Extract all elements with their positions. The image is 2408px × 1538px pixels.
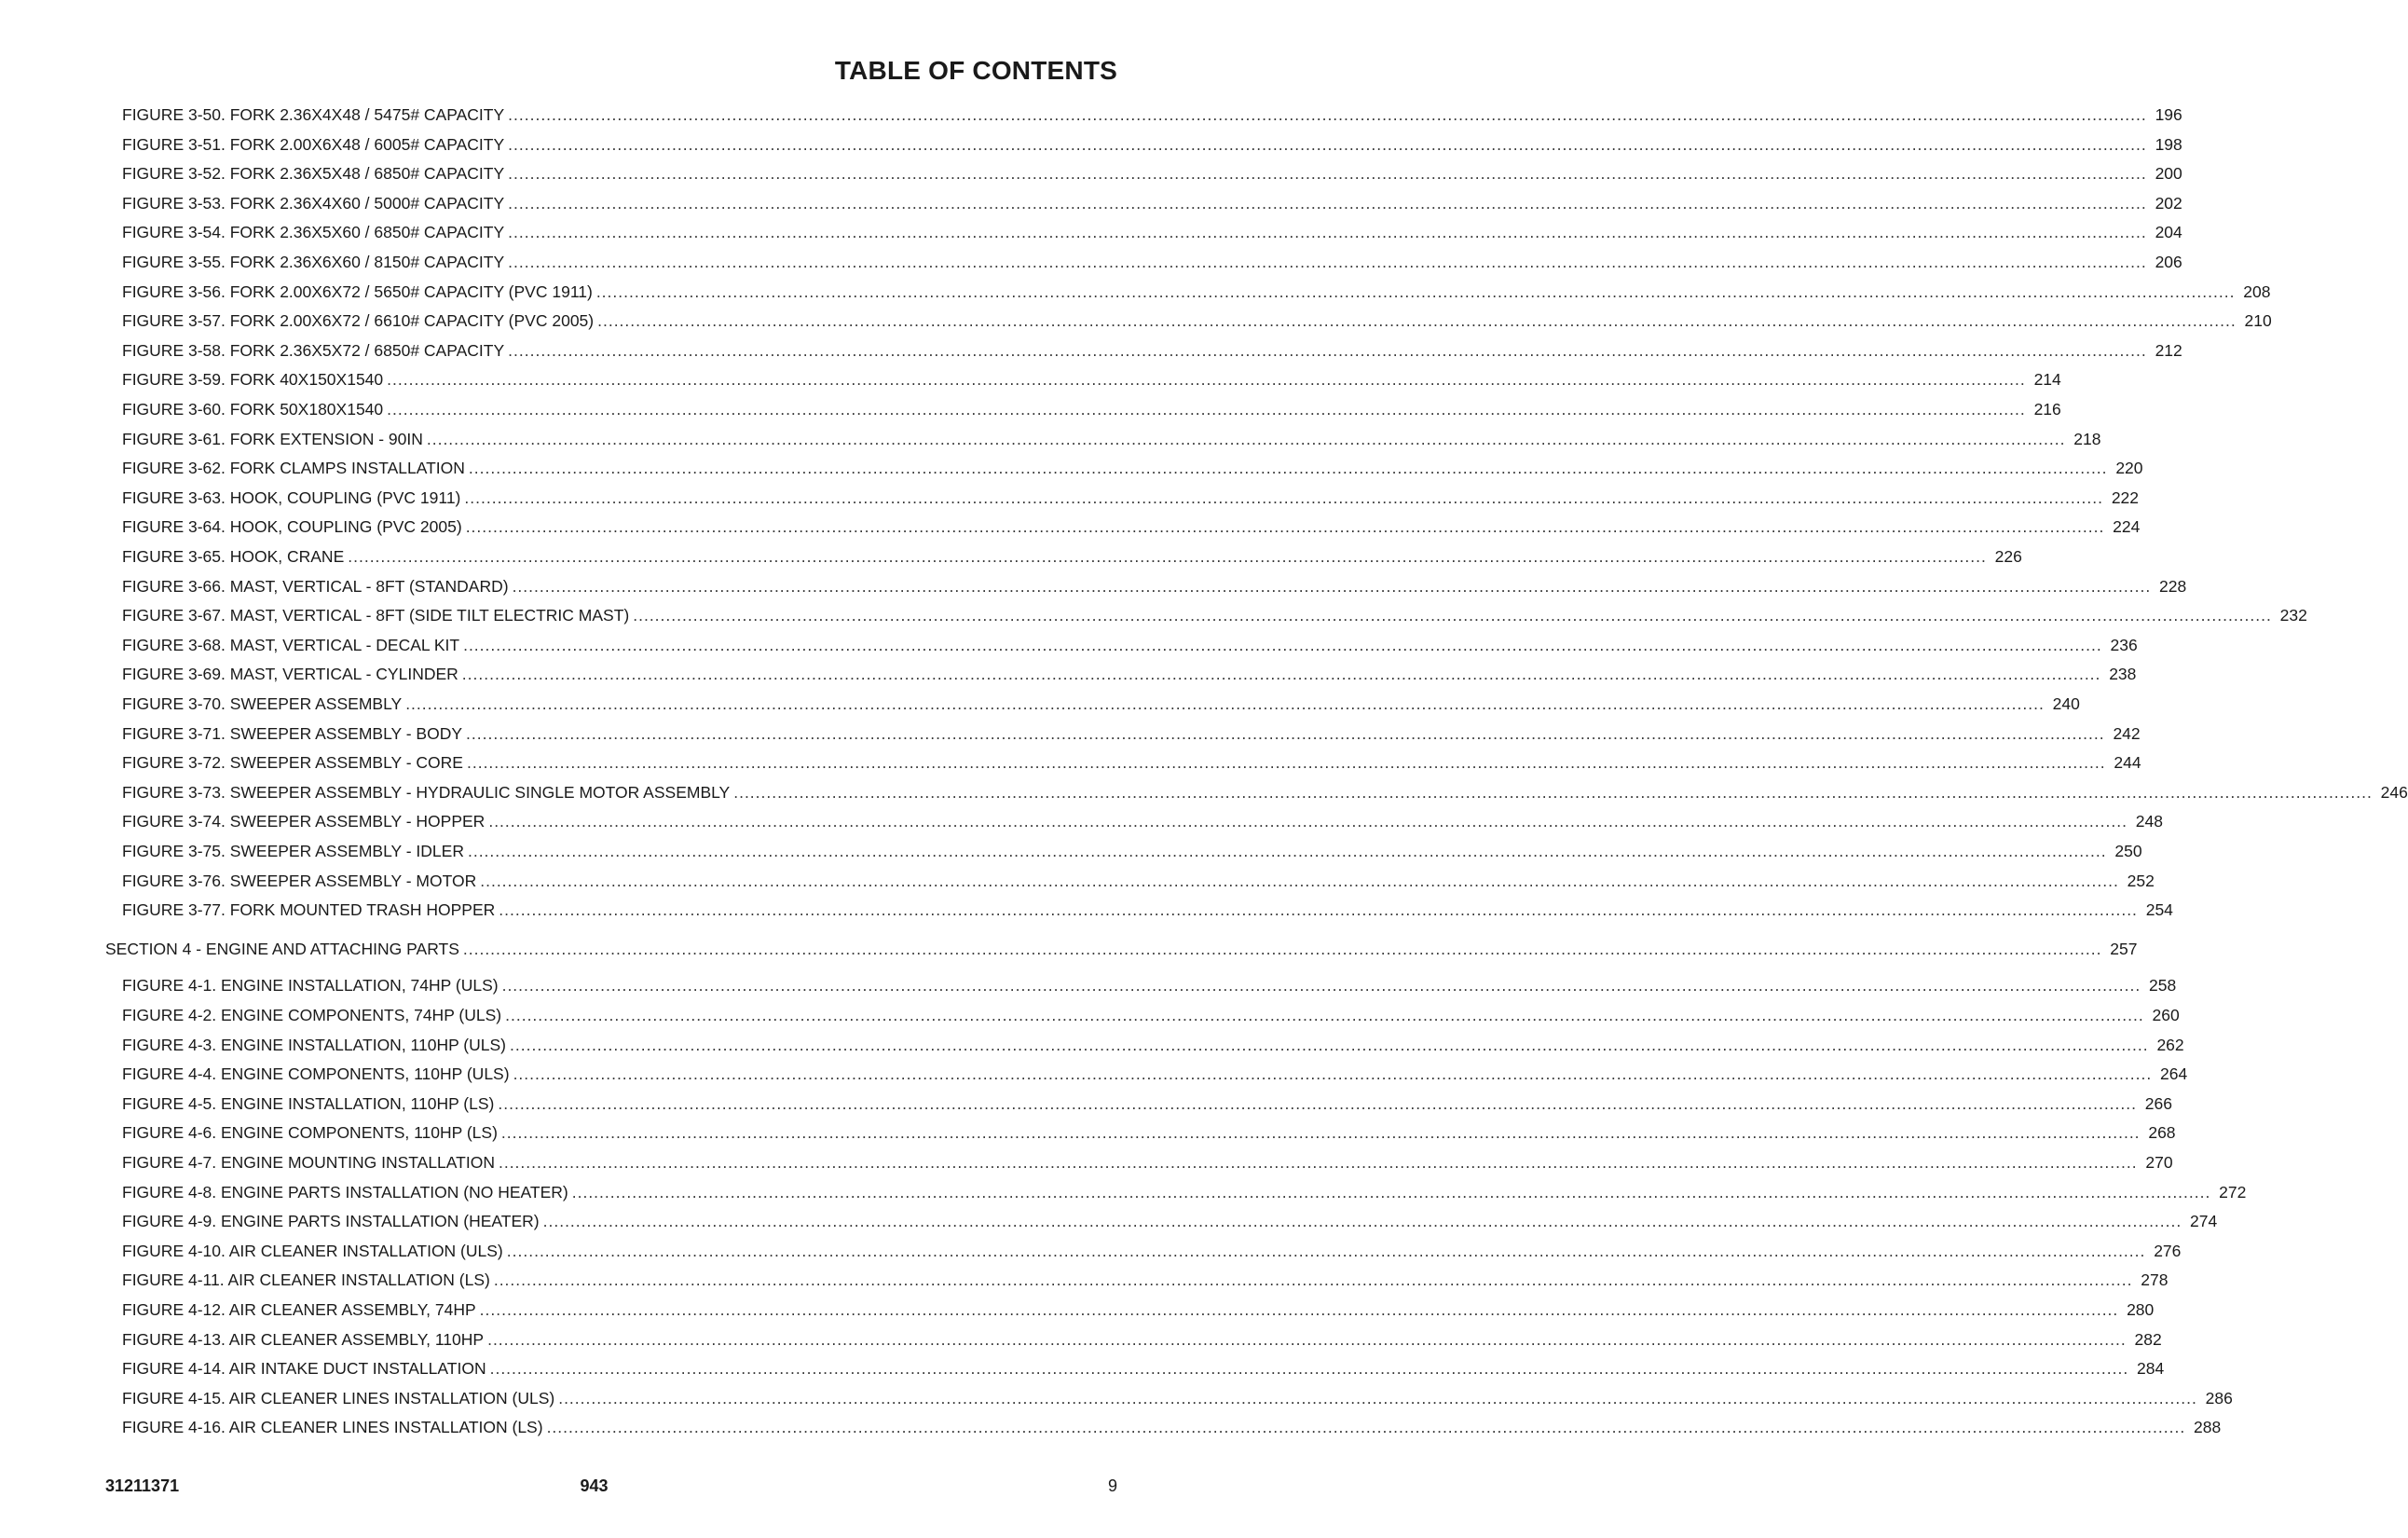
toc-figure-entry[interactable] [0, 1091, 2172, 1117]
toc-figure-entry[interactable] [0, 1297, 2155, 1323]
toc-entry-title: FIGURE 3-56. FORK 2.00X6X72 / 5650# CAPACITY (PVC 1911) [122, 282, 593, 301]
toc-entry-title: FIGURE 3-64. HOOK, COUPLING (PVC 2005) [122, 517, 462, 537]
toc-figure-entry[interactable] [0, 279, 2271, 305]
toc-entry-title: FIGURE 3-57. FORK 2.00X6X72 / 6610# CAPACITY (PVC 2005) [122, 311, 595, 331]
toc-entry-title: FIGURE 3-75. SWEEPER ASSEMBLY - IDLER [122, 842, 464, 860]
toc-figure-entry[interactable] [0, 308, 2272, 334]
toc-entry-page: 244 [2114, 753, 2141, 773]
toc-entry-title: FIGURE 3-65. HOOK, CRANE [122, 547, 345, 566]
toc-dot-leader [502, 972, 2141, 998]
toc-entry-page: 222 [2111, 487, 2140, 507]
toc-figure-entry[interactable] [0, 897, 2173, 923]
toc-entry-page: 246 [2380, 782, 2408, 802]
toc-entry-page: 214 [2033, 370, 2061, 390]
toc-entry-title: FIGURE 3-52. FORK 2.36X5X48 / 6850# CAPACITY [122, 164, 505, 184]
toc-dot-leader [480, 1297, 2119, 1323]
toc-entry-title: FIGURE 3-59. FORK 40X150X1540 [122, 370, 384, 390]
toc-dot-leader [508, 219, 2147, 245]
toc-figure-entry[interactable] [0, 485, 2140, 511]
toc-entry-page: 248 [2135, 812, 2163, 831]
toc-entry-title: FIGURE 3-77. FORK MOUNTED TRASH HOPPER [122, 900, 496, 920]
toc-dot-leader [597, 308, 2237, 334]
toc-dot-leader [508, 337, 2147, 364]
toc-dot-leader [494, 1267, 2133, 1293]
toc-entry-title: FIGURE 4-14. AIR INTAKE DUCT INSTALLATION [122, 1359, 486, 1379]
toc-entry-page: 282 [2134, 1329, 2162, 1349]
toc-entry-title: FIGURE 3-74. SWEEPER ASSEMBLY - HOPPER [122, 812, 486, 831]
toc-dot-leader [558, 1385, 2197, 1411]
toc-dot-leader [499, 897, 2138, 923]
toc-dot-leader [572, 1179, 2211, 1205]
toc-entry-title: FIGURE 4-16. AIR CLEANER LINES INSTALLATION (LS) [122, 1418, 543, 1437]
toc-figure-entry[interactable] [0, 868, 2155, 894]
toc-dot-leader [501, 1119, 2141, 1146]
toc-section-entry[interactable] [0, 936, 2138, 962]
toc-figure-entry[interactable] [0, 514, 2141, 540]
toc-dot-leader [510, 1032, 2149, 1058]
toc-entry-title: FIGURE 4-9. ENGINE PARTS INSTALLATION (HEATER) [122, 1212, 540, 1231]
toc-entry-page: 242 [2113, 723, 2141, 743]
toc-dot-leader [547, 1414, 2186, 1440]
toc-entry-page: 228 [2158, 576, 2187, 596]
toc-entry-page: 220 [2115, 459, 2143, 478]
toc-dot-leader [508, 131, 2147, 158]
toc-entry-title: FIGURE 4-5. ENGINE INSTALLATION, 110HP (LS) [122, 1093, 495, 1113]
toc-entry-page: 204 [2155, 223, 2182, 242]
toc-figure-entry[interactable] [0, 691, 2080, 717]
toc-dot-leader [513, 573, 2152, 599]
toc-dot-leader [466, 514, 2105, 540]
toc-entry-title: FIGURE 4-8. ENGINE PARTS INSTALLATION (NO HEATER) [122, 1182, 568, 1202]
toc-entry-page: 274 [2190, 1212, 2218, 1231]
toc-figure-entry[interactable] [0, 721, 2141, 747]
footer-page-number: 9 [1107, 1476, 1117, 1495]
toc-figure-entry[interactable] [0, 337, 2182, 364]
toc-figure-entry[interactable] [0, 602, 2307, 628]
footer-model: 943 [580, 1476, 609, 1495]
toc-entry-title: FIGURE 4-10. AIR CLEANER INSTALLATION (ULS) [122, 1241, 503, 1260]
toc-entry-page: 288 [2193, 1418, 2222, 1437]
toc-dot-leader [405, 691, 2045, 717]
toc-dot-leader [488, 808, 2128, 834]
toc-dot-leader [469, 455, 2108, 481]
toc-figure-entry[interactable] [0, 1032, 2184, 1058]
toc-entry-page: 232 [2279, 606, 2307, 625]
toc-figure-entry[interactable] [0, 543, 2022, 570]
toc-dot-leader [487, 1326, 2127, 1353]
toc-entry-title: FIGURE 3-58. FORK 2.36X5X72 / 6850# CAPACITY [122, 340, 505, 360]
toc-dot-leader [513, 1061, 2153, 1087]
toc-entry-title: FIGURE 4-1. ENGINE INSTALLATION, 74HP (ULS) [122, 976, 499, 996]
toc-entry-title: FIGURE 4-6. ENGINE COMPONENTS, 110HP (LS) [122, 1123, 498, 1143]
toc-entry-title: FIGURE 3-67. MAST, VERTICAL - 8FT (SIDE TILT ELECTRIC MAST) [122, 606, 630, 625]
toc-entry-title: FIGURE 3-53. FORK 2.36X4X60 / 5000# CAPACITY [122, 193, 505, 213]
toc-dot-leader [463, 632, 2102, 658]
toc-entry-title: FIGURE 3-62. FORK CLAMPS INSTALLATION [122, 459, 465, 478]
toc-entry-title: FIGURE 3-51. FORK 2.00X6X48 / 6005# CAPACITY [122, 134, 505, 154]
toc-entry-title: FIGURE 3-72. SWEEPER ASSEMBLY - CORE [122, 753, 463, 773]
toc-entry-title: FIGURE 4-3. ENGINE INSTALLATION, 110HP (ULS) [122, 1035, 507, 1054]
toc-entry-page: 272 [2219, 1182, 2247, 1202]
toc-dot-leader [499, 1149, 2138, 1175]
toc-figure-entry[interactable] [0, 366, 2061, 392]
toc-dot-leader [508, 160, 2147, 186]
toc-entry-title: FIGURE 3-76. SWEEPER ASSEMBLY - MOTOR [122, 871, 477, 890]
toc-entry-page: 260 [2152, 1006, 2180, 1024]
toc-entry-page: 264 [2159, 1064, 2188, 1084]
toc-entry-page: 266 [2144, 1093, 2172, 1113]
toc-dot-leader [467, 749, 2106, 776]
toc-entry-title: FIGURE 3-54. FORK 2.36X5X60 / 6850# CAPACITY [122, 223, 505, 242]
toc-figure-entry[interactable] [0, 131, 2182, 158]
toc-entry-title: FIGURE 4-7. ENGINE MOUNTING INSTALLATION [122, 1153, 495, 1172]
toc-figure-entry[interactable] [0, 1119, 2176, 1146]
toc-dot-leader [498, 1091, 2137, 1117]
toc-figure-entry[interactable] [0, 1385, 2233, 1411]
toc-entry-page: 258 [2149, 976, 2177, 996]
toc-entry-title: FIGURE 4-2. ENGINE COMPONENTS, 74HP (ULS) [122, 1006, 502, 1024]
toc-entry-title: FIGURE 3-50. FORK 2.36X4X48 / 5475# CAPACITY [122, 105, 505, 124]
toc-dot-leader [508, 102, 2147, 128]
toc-dot-leader [466, 721, 2105, 747]
footer-doc-number: 31211371 [105, 1476, 180, 1495]
toc-entry-page: 236 [2110, 635, 2138, 654]
toc-figure-entry[interactable] [0, 1326, 2162, 1353]
toc-entry-page: 280 [2127, 1300, 2155, 1319]
toc-entry-title: FIGURE 3-70. SWEEPER ASSEMBLY [122, 694, 403, 713]
toc-figure-entry[interactable] [0, 749, 2141, 776]
toc-figure-entry[interactable] [0, 160, 2182, 186]
toc-entry-title: FIGURE 3-63. HOOK, COUPLING (PVC 1911) [122, 487, 461, 507]
toc-entry-title: FIGURE 4-13. AIR CLEANER ASSEMBLY, 110HP [122, 1329, 485, 1349]
toc-figure-entry[interactable] [0, 396, 2061, 422]
toc-entry-page: 268 [2148, 1123, 2176, 1143]
toc-entry-title: FIGURE 3-60. FORK 50X180X1540 [122, 400, 384, 419]
toc-dot-leader [348, 543, 1987, 570]
toc-dot-leader [427, 426, 2066, 452]
toc-dot-leader [733, 779, 2373, 805]
toc-figure-entry[interactable] [0, 1179, 2247, 1205]
toc-figure-entry[interactable] [0, 972, 2177, 998]
toc-figure-entry[interactable] [0, 102, 2182, 128]
toc-entry-title: FIGURE 3-61. FORK EXTENSION - 90IN [122, 429, 423, 448]
toc-entry-page: 196 [2155, 105, 2182, 124]
toc-entry-page: 208 [2243, 282, 2271, 301]
toc-dot-leader [633, 602, 2272, 628]
toc-entry-title: FIGURE 3-69. MAST, VERTICAL - CYLINDER [122, 665, 458, 684]
toc-entry-page: 218 [2073, 429, 2101, 448]
toc-entry-page: 212 [2155, 340, 2182, 360]
toc-dot-leader [543, 1208, 2182, 1234]
toc-entry-title: FIGURE 4-4. ENGINE COMPONENTS, 110HP (ULS) [122, 1064, 510, 1084]
toc-entry-page: 224 [2113, 517, 2141, 537]
toc-entry-page: 240 [2052, 694, 2080, 713]
toc-figure-entry[interactable] [0, 1061, 2188, 1087]
toc-figure-entry[interactable] [0, 779, 2408, 805]
toc-figure-entry[interactable] [0, 1002, 2180, 1028]
toc-entry-page: 252 [2127, 871, 2155, 890]
toc-dot-leader [464, 485, 2103, 511]
toc-entry-page: 238 [2109, 665, 2137, 684]
toc-figure-entry[interactable] [0, 1414, 2222, 1440]
toc-dot-leader [596, 279, 2236, 305]
toc-dot-leader [508, 190, 2147, 216]
toc-figure-entry[interactable] [0, 219, 2182, 245]
toc-figure-entry[interactable] [0, 632, 2138, 658]
toc-figure-entry[interactable] [0, 1208, 2218, 1234]
toc-entry-page: 284 [2137, 1359, 2165, 1379]
toc-entry-page: 270 [2145, 1153, 2173, 1172]
toc-entry-title: FIGURE 4-11. AIR CLEANER INSTALLATION (LS) [122, 1270, 490, 1290]
toc-entry-page: 276 [2154, 1241, 2182, 1260]
toc-entry-page: 210 [2244, 311, 2272, 331]
toc-entry-title: FIGURE 3-73. SWEEPER ASSEMBLY - HYDRAULIC SINGLE MOTOR ASSEMBLY [122, 782, 731, 802]
toc-figure-entry[interactable] [0, 808, 2163, 834]
toc-figure-entry[interactable] [0, 190, 2182, 216]
toc-entry-title: SECTION 4 - ENGINE AND ATTACHING PARTS [105, 939, 459, 958]
toc-figure-entry[interactable] [0, 249, 2182, 275]
toc-entry-title: FIGURE 3-71. SWEEPER ASSEMBLY - BODY [122, 723, 463, 743]
toc-dot-leader [505, 1002, 2144, 1028]
toc-dot-leader [468, 838, 2107, 864]
toc-figure-entry[interactable] [0, 455, 2143, 481]
toc-figure-entry[interactable] [0, 1149, 2173, 1175]
toc-dot-leader [480, 868, 2119, 894]
toc-entry-page: 257 [2110, 939, 2138, 958]
toc-dot-leader [462, 661, 2101, 687]
toc-entry-title: FIGURE 4-12. AIR CLEANER ASSEMBLY, 74HP [122, 1300, 476, 1319]
toc-dot-leader [508, 249, 2147, 275]
toc-dot-leader [387, 366, 2026, 392]
toc-figure-entry[interactable] [0, 1355, 2165, 1381]
toc-dot-leader [463, 936, 2102, 962]
toc-dot-leader [387, 396, 2026, 422]
toc-figure-entry[interactable] [0, 573, 2187, 599]
toc-entry-page: 250 [2114, 842, 2142, 860]
toc-entry-title: FIGURE 4-15. AIR CLEANER LINES INSTALLATION (ULS) [122, 1388, 555, 1408]
toc-entry-page: 226 [1994, 547, 2022, 566]
toc-figure-entry[interactable] [0, 426, 2101, 452]
toc-entry-page: 198 [2155, 134, 2182, 154]
toc-entry-page: 254 [2145, 900, 2173, 920]
toc-entry-page: 278 [2141, 1270, 2169, 1290]
toc-entry-title: FIGURE 3-68. MAST, VERTICAL - DECAL KIT [122, 635, 460, 654]
toc-dot-leader [490, 1355, 2129, 1381]
toc-entry-page: 286 [2205, 1388, 2233, 1408]
toc-entry-page: 216 [2033, 400, 2061, 419]
toc-entry-page: 262 [2156, 1035, 2184, 1054]
toc-entry-page: 202 [2155, 193, 2182, 213]
toc-figure-entry[interactable] [0, 1267, 2169, 1293]
toc-dot-leader [507, 1238, 2146, 1264]
toc-figure-entry[interactable] [0, 838, 2142, 864]
toc-figure-entry[interactable] [0, 1238, 2182, 1264]
toc-entry-page: 206 [2155, 253, 2182, 271]
toc-entry-page: 200 [2155, 164, 2182, 184]
toc-figure-entry[interactable] [0, 661, 2137, 687]
page-title: TABLE OF CONTENTS [834, 56, 1117, 85]
toc-entry-title: FIGURE 3-55. FORK 2.36X6X60 / 8150# CAPACITY [122, 253, 505, 271]
toc-entry-title: FIGURE 3-66. MAST, VERTICAL - 8FT (STANDARD) [122, 576, 509, 596]
